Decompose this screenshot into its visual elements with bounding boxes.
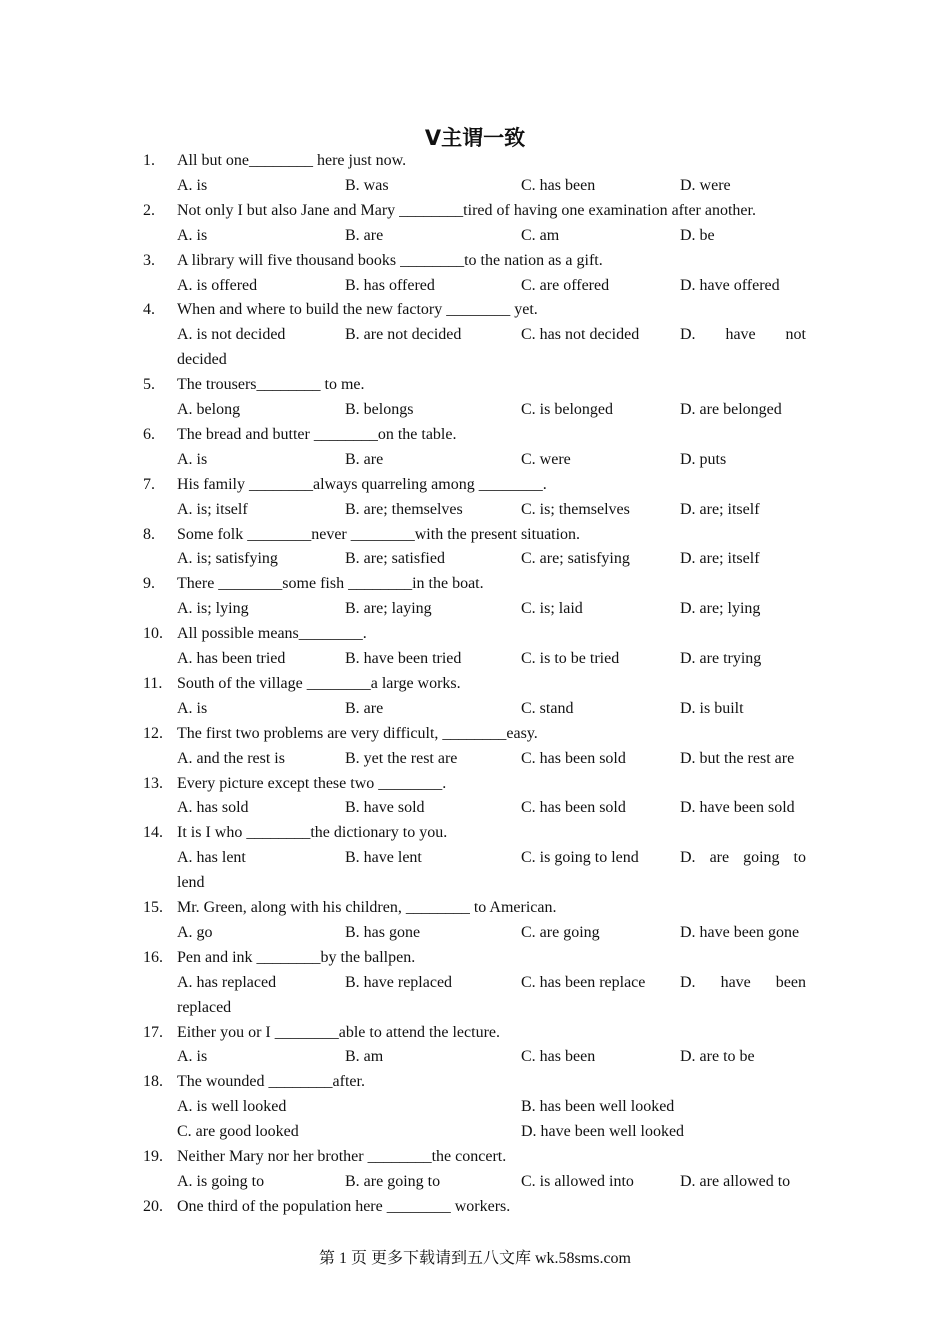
answer-option: D. are trying: [680, 650, 762, 667]
question-stem: The bread and butter ________on the table.: [177, 425, 457, 443]
question-number: 2.: [143, 201, 155, 219]
answer-option: D. have been sold: [680, 799, 795, 817]
answer-option: B. are: [345, 226, 384, 244]
answer-option: A. is: [177, 176, 208, 194]
answer-option: C. were: [521, 450, 571, 468]
answer-option: A. and the rest is: [177, 749, 285, 767]
answer-option-continued: replaced: [177, 998, 232, 1016]
question-stem: His family ________always quarreling among ________.: [177, 475, 547, 493]
answer-option: A. is: [177, 226, 208, 244]
answer-option: D. are belonged: [680, 401, 782, 418]
question-stem: Neither Mary nor her brother ________the concert.: [177, 1148, 507, 1165]
question-stem: All but one________ here just now.: [177, 152, 407, 169]
question-number: 5.: [143, 376, 155, 394]
question-stem: A library will five thousand books ________to the nation as a gift.: [177, 251, 603, 269]
answer-option: C. is; themselves: [521, 500, 630, 518]
question-number: 13.: [143, 774, 163, 792]
question-stem: When and where to build the new factory ________ yet.: [177, 301, 538, 319]
answer-option: B. are; themselves: [345, 500, 463, 518]
answer-option: D. have been well looked: [521, 1123, 685, 1141]
answer-option: B. have been tried: [345, 650, 462, 667]
answer-option: A. is going to: [177, 1172, 265, 1190]
answer-option: D. have been gone: [680, 923, 800, 941]
question-number: 7.: [143, 475, 155, 493]
answer-option: B. are going to: [345, 1172, 441, 1190]
answer-option: B. are; laying: [345, 600, 432, 618]
question-stem: One third of the population here ________ workers.: [177, 1197, 511, 1215]
answer-option: C. has been: [521, 176, 596, 194]
question-number: 6.: [143, 425, 155, 443]
answer-option: A. is not decided: [177, 326, 286, 344]
answer-option: B. are not decided: [345, 326, 462, 344]
answer-option: D. is built: [680, 699, 744, 717]
answer-option: D. are; itself: [680, 500, 760, 518]
answer-option: D. but the rest are: [680, 749, 795, 767]
answer-option: B. have replaced: [345, 973, 453, 991]
answer-option: B. has gone: [345, 923, 421, 941]
answer-option: C. is allowed into: [521, 1172, 634, 1190]
answer-option: A. is; itself: [177, 500, 248, 518]
answer-option-continued: decided: [177, 351, 227, 369]
question-stem: It is I who ________the dictionary to you.: [177, 824, 448, 842]
answer-option: A. go: [177, 923, 213, 941]
question-number: 17.: [143, 1023, 163, 1041]
question-stem: All possible means________.: [177, 625, 367, 643]
answer-option: C. are good looked: [177, 1123, 299, 1141]
answer-option: D. have offered: [680, 276, 780, 294]
question-number: 14.: [143, 824, 163, 842]
question-stem: Some folk ________never ________with the present situation.: [177, 525, 581, 543]
question-number: 9.: [143, 575, 155, 593]
answer-option: C. are going: [521, 923, 600, 941]
question-stem: The trousers________ to me.: [177, 376, 365, 394]
question-stem: Pen and ink ________by the ballpen.: [177, 948, 416, 966]
answer-option: B. belongs: [345, 401, 414, 418]
answer-option-continued: lend: [177, 874, 205, 892]
question-stem: Mr. Green, along with his children, ________ to American.: [177, 899, 557, 916]
question-stem: The wounded ________after.: [177, 1073, 365, 1091]
answer-option: D. are; itself: [680, 550, 760, 568]
answer-option: C. has been sold: [521, 749, 626, 767]
page-footer: 第 1 页 更多下载请到五八文库 wk.58sms.com: [318, 1250, 631, 1267]
answer-option: B. has been well looked: [521, 1098, 675, 1116]
answer-option: D. puts: [680, 450, 727, 468]
question-number: 20.: [143, 1197, 163, 1215]
answer-option: C. are offered: [521, 276, 610, 294]
question-number: 3.: [143, 251, 155, 269]
question-number: 15.: [143, 899, 163, 916]
answer-option: A. is: [177, 1048, 208, 1066]
question-number: 19.: [143, 1148, 163, 1165]
answer-option: C. has been replace: [521, 973, 646, 991]
question-number: 16.: [143, 948, 163, 966]
question-number: 4.: [143, 301, 155, 319]
answer-option: B. have sold: [345, 799, 425, 817]
answer-option: A. is; satisfying: [177, 550, 278, 568]
answer-option: A. has been tried: [177, 650, 286, 667]
answer-option: C. is; laid: [521, 600, 583, 618]
answer-option: C. are; satisfying: [521, 550, 630, 568]
answer-option: A. is: [177, 699, 208, 717]
question-number: 11.: [143, 674, 163, 692]
answer-option: A. is: [177, 450, 208, 468]
answer-option: B. are: [345, 450, 384, 468]
answer-option: D. are; lying: [680, 600, 761, 618]
page-title: V主谓一致: [424, 126, 526, 150]
question-number: 12.: [143, 724, 163, 742]
answer-option: C. has been: [521, 1048, 596, 1066]
answer-option: D. were: [680, 176, 731, 194]
question-stem: Every picture except these two ________.: [177, 774, 447, 792]
answer-option: B. are: [345, 699, 384, 717]
question-number: 8.: [143, 525, 155, 543]
answer-option: A. is offered: [177, 276, 258, 294]
answer-option: D. are to be: [680, 1048, 755, 1066]
answer-option: A. has replaced: [177, 973, 277, 991]
answer-option: B. am: [345, 1048, 384, 1066]
answer-option: D. be: [680, 226, 715, 244]
answer-option: A. has sold: [177, 799, 249, 817]
answer-option: C. stand: [521, 699, 574, 717]
answer-option: C. is belonged: [521, 401, 613, 418]
answer-option: A. is well looked: [177, 1098, 287, 1116]
answer-option: B. was: [345, 176, 389, 194]
answer-option: C. has not decided: [521, 326, 640, 344]
question-stem: Either you or I ________able to attend the lecture.: [177, 1023, 501, 1041]
answer-option: A. belong: [177, 401, 241, 418]
question-stem: There ________some fish ________in the boat.: [177, 575, 484, 593]
answer-option: D. are allowed to: [680, 1172, 791, 1190]
answer-option: B. have lent: [345, 849, 422, 867]
answer-option: C. is to be tried: [521, 650, 620, 667]
answer-option: C. has been sold: [521, 799, 626, 817]
question-number: 1.: [143, 152, 155, 169]
answer-option: A. has lent: [177, 849, 246, 867]
question-stem: Not only I but also Jane and Mary ________tired of having one examination after another.: [177, 201, 756, 219]
answer-option: C. is going to lend: [521, 849, 639, 867]
answer-option: D. have been: [680, 973, 806, 991]
question-stem: The first two problems are very difficult, ________easy.: [177, 724, 538, 742]
question-number: 18.: [143, 1073, 163, 1091]
answer-option: D. have not: [680, 326, 806, 344]
question-number: 10.: [143, 625, 163, 643]
answer-option: A. is; lying: [177, 600, 249, 618]
answer-option: B. are; satisfied: [345, 550, 445, 568]
answer-option: C. am: [521, 226, 560, 244]
question-stem: South of the village ________a large works.: [177, 674, 461, 692]
answer-option: B. has offered: [345, 276, 435, 294]
answer-option: D. are going to: [680, 849, 806, 867]
answer-option: B. yet the rest are: [345, 749, 458, 767]
